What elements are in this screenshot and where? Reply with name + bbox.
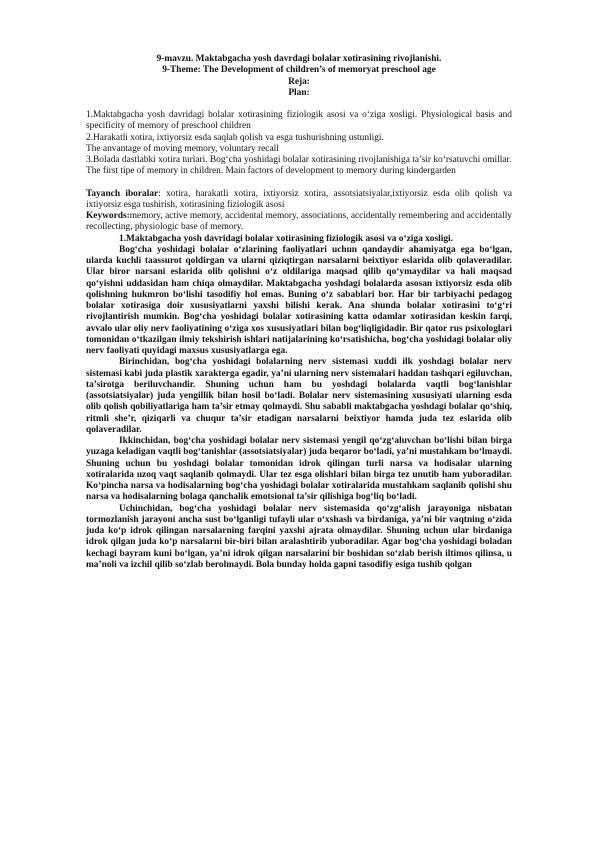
keywords-en-label: Keywords: bbox=[86, 211, 130, 221]
body-paragraph: Bog‘cha yoshidagi bolalar o‘zlarining faoliyatlari uchun qandaydir ahamiyatga ega bo‘lgan, ularda kuchli taassurot qoldirgan va ularni qiziqtirgan narsalarni beixtiyor eslarida olib qolaveradilar. Ular biror narsani eslarida olib qolishni o‘z oldilariga maqsad qilib qo‘ymaydilar va hali maqsad qo‘yishni uddasidan ham chiqa olmaydilar. Maktabgacha yoshdagi bolalarda asosan ixtiyorsiz esda olib qolishning hukmron bo‘lishi tasodifiy hol emas. Buning o‘z sabablari bor. Har bir tarbiyachi pedagog bolalar xotirasiga doir xususiyatlarni yaxshi bilishi kerak. Ana shunda bolalar xotirasini to‘g‘ri rivojlantirish mumkin. Bog‘cha yoshidagi bolalar xotirasining katta odamlar xotirasidan keskin farqi, avvalo ular oliy nerv faoliyatining o‘ziga xos xususiyatlari bilan bog‘liqligidadir. Bir qator rus psixologlari tomonidan o‘tkazilgan ilmiy tekshirish ishlari natijalarining ko‘rsatishicha, bog‘cha yoshidagi bolalar oliy nerv faoliyati quyidagi maxsus xususiyatlarga ega. bbox=[86, 244, 512, 356]
keywords-block bbox=[86, 189, 512, 234]
body-paragraph: Ikkinchidan, bog‘cha yoshidagi bolalar nerv sistemasi yengil qo‘zg‘aluvchan bo‘lishi bilan birga yuzaga keladigan vaqtli bog‘tanishlar (assotsiatsiyalar) juda beqaror bo‘ladi, ya’ni mustahkam bo‘lmaydi. Shuning uchun bu yoshdagi bolalar tomonidan idrok qilingan turli narsa va hodisalar ularning xotiralarida uzoq vaqt saqlanib qolmaydi. Ular tez esga olishlari bilan birga tez unutib ham yuboradilar. Ko‘pincha narsa va hodisalarning bog‘cha yoshidagi bolalar xotiralarida mustahkam saqlanib qolishi shu narsa va hodisalarning bolaga qanchalik emotsional ta’sir qilishiga bog‘liq bo‘ladi. bbox=[86, 436, 512, 503]
title-en: 9-Theme: The Development of children’s of memoryat preschool age bbox=[162, 65, 436, 76]
document-page bbox=[86, 54, 512, 571]
keywords-uz bbox=[86, 189, 512, 212]
keywords-en-text: memory, active memory, accidental memory, associations, accidentally remembering and accidentally recollecting, physiologic base of memory. bbox=[86, 211, 512, 233]
title-uz: 9-mavzu. Maktabgacha yosh davrdagi bolalar xotirasining rivojlanishi. bbox=[156, 54, 442, 64]
plan-list bbox=[86, 110, 512, 178]
reja-heading: Reja: bbox=[288, 76, 310, 87]
plan-item: The first tipe of memory in children. Main factors of development to memory during kindergarden bbox=[86, 166, 456, 177]
plan-item: 1.Maktabgacha yosh davridagi bolalar xotirasining fiziologik asosi va o‘ziga xosligi. Physiological basis and specificity of memory of preschool children bbox=[86, 110, 512, 132]
keywords-en bbox=[86, 211, 512, 234]
keywords-uz-label: Tayanch iboralar bbox=[86, 188, 159, 199]
keywords-uz-text: : xotira, harakatli xotira, ixtiyorsiz xotira, assotsiatsiyalar,ixtiyorsiz esda olib qolish va ixtiyorsiz esga tushirish, xotirasining fiziologik asosi bbox=[86, 188, 512, 210]
body-paragraph: Birinchidan, bog‘cha yoshidagi bolalarning nerv sistemasi xuddi ilk yoshdagi bolalar nerv sistemasi kabi juda plastik xarakterga egadir, ya’ni ularning nerv sistemalari haddan tashqari egiluvchan, ta’sirotga beriluvchandir. Shuning uchun ham bu yoshdagi bolalarda vaqtli bog‘lanishlar (assotsiatsiyalar) juda yengillik bilan hosil bo‘ladi. Bolalar nerv sistemasining xususiyati ularning esda olib qolish qobiliyatlariga ham ta’sir etmay qolmaydi. Shu sababli maktabgacha yoshdagi bolalar qo‘shiq, ritmli she’r, qiziqarli va chuqur ta’sir etadigan narsalarni beixtiyor hamda juda tez eslarida olib qolaveradilar. bbox=[86, 357, 512, 435]
plan-item: 2.Harakatli xotira, ixtiyorsiz esda saqlab qolish va esga tushurishning ustunligi. bbox=[86, 132, 384, 143]
plan-item: The anvantage of moving memory, voluntary recall bbox=[86, 143, 279, 154]
section-1-title: 1.Maktabgacha yosh davridagi bolalar xotirasining fiziologik asosi va o‘ziga xosligi. bbox=[119, 233, 453, 244]
plan-heading: Plan: bbox=[288, 87, 310, 98]
plan-item: 3.Bolada dastlabki xotira turlari. Bog‘cha yoshidagi bolalar xotirasining rivojlanishiga ta’sir ko‘rsatuvchi omillar. bbox=[86, 155, 512, 165]
body-paragraph: Uchinchidan, bog‘cha yoshidagi bolalar nerv sistemasida qo‘zg‘alish jarayoniga nisbatan tormozlanish jarayoni ancha sust bo‘lganligi tufayli ular o‘xshash va birdaniga, ya’ni bir vaqtning o‘zida juda ko‘p idrok qilingan narsalarning farqini yaxshi ajrata olmaydilar. Shuning uchun ular birdaniga idrok qilgan juda ko‘p narsalarni bir-biri bilan aralashtirib yuboradilar. Agar bog‘cha yoshidagi boladan kechagi bayram kuni bo‘lgan, ya’ni idrok qilgan narsalarini bir boshidan so‘zlab berish iltimos qilinsa, u ma’noli va izchil qilib so‘zlab berolmaydi. Bola bunday holda gapni tasodifiy esiga tushib qolgan bbox=[86, 503, 512, 570]
